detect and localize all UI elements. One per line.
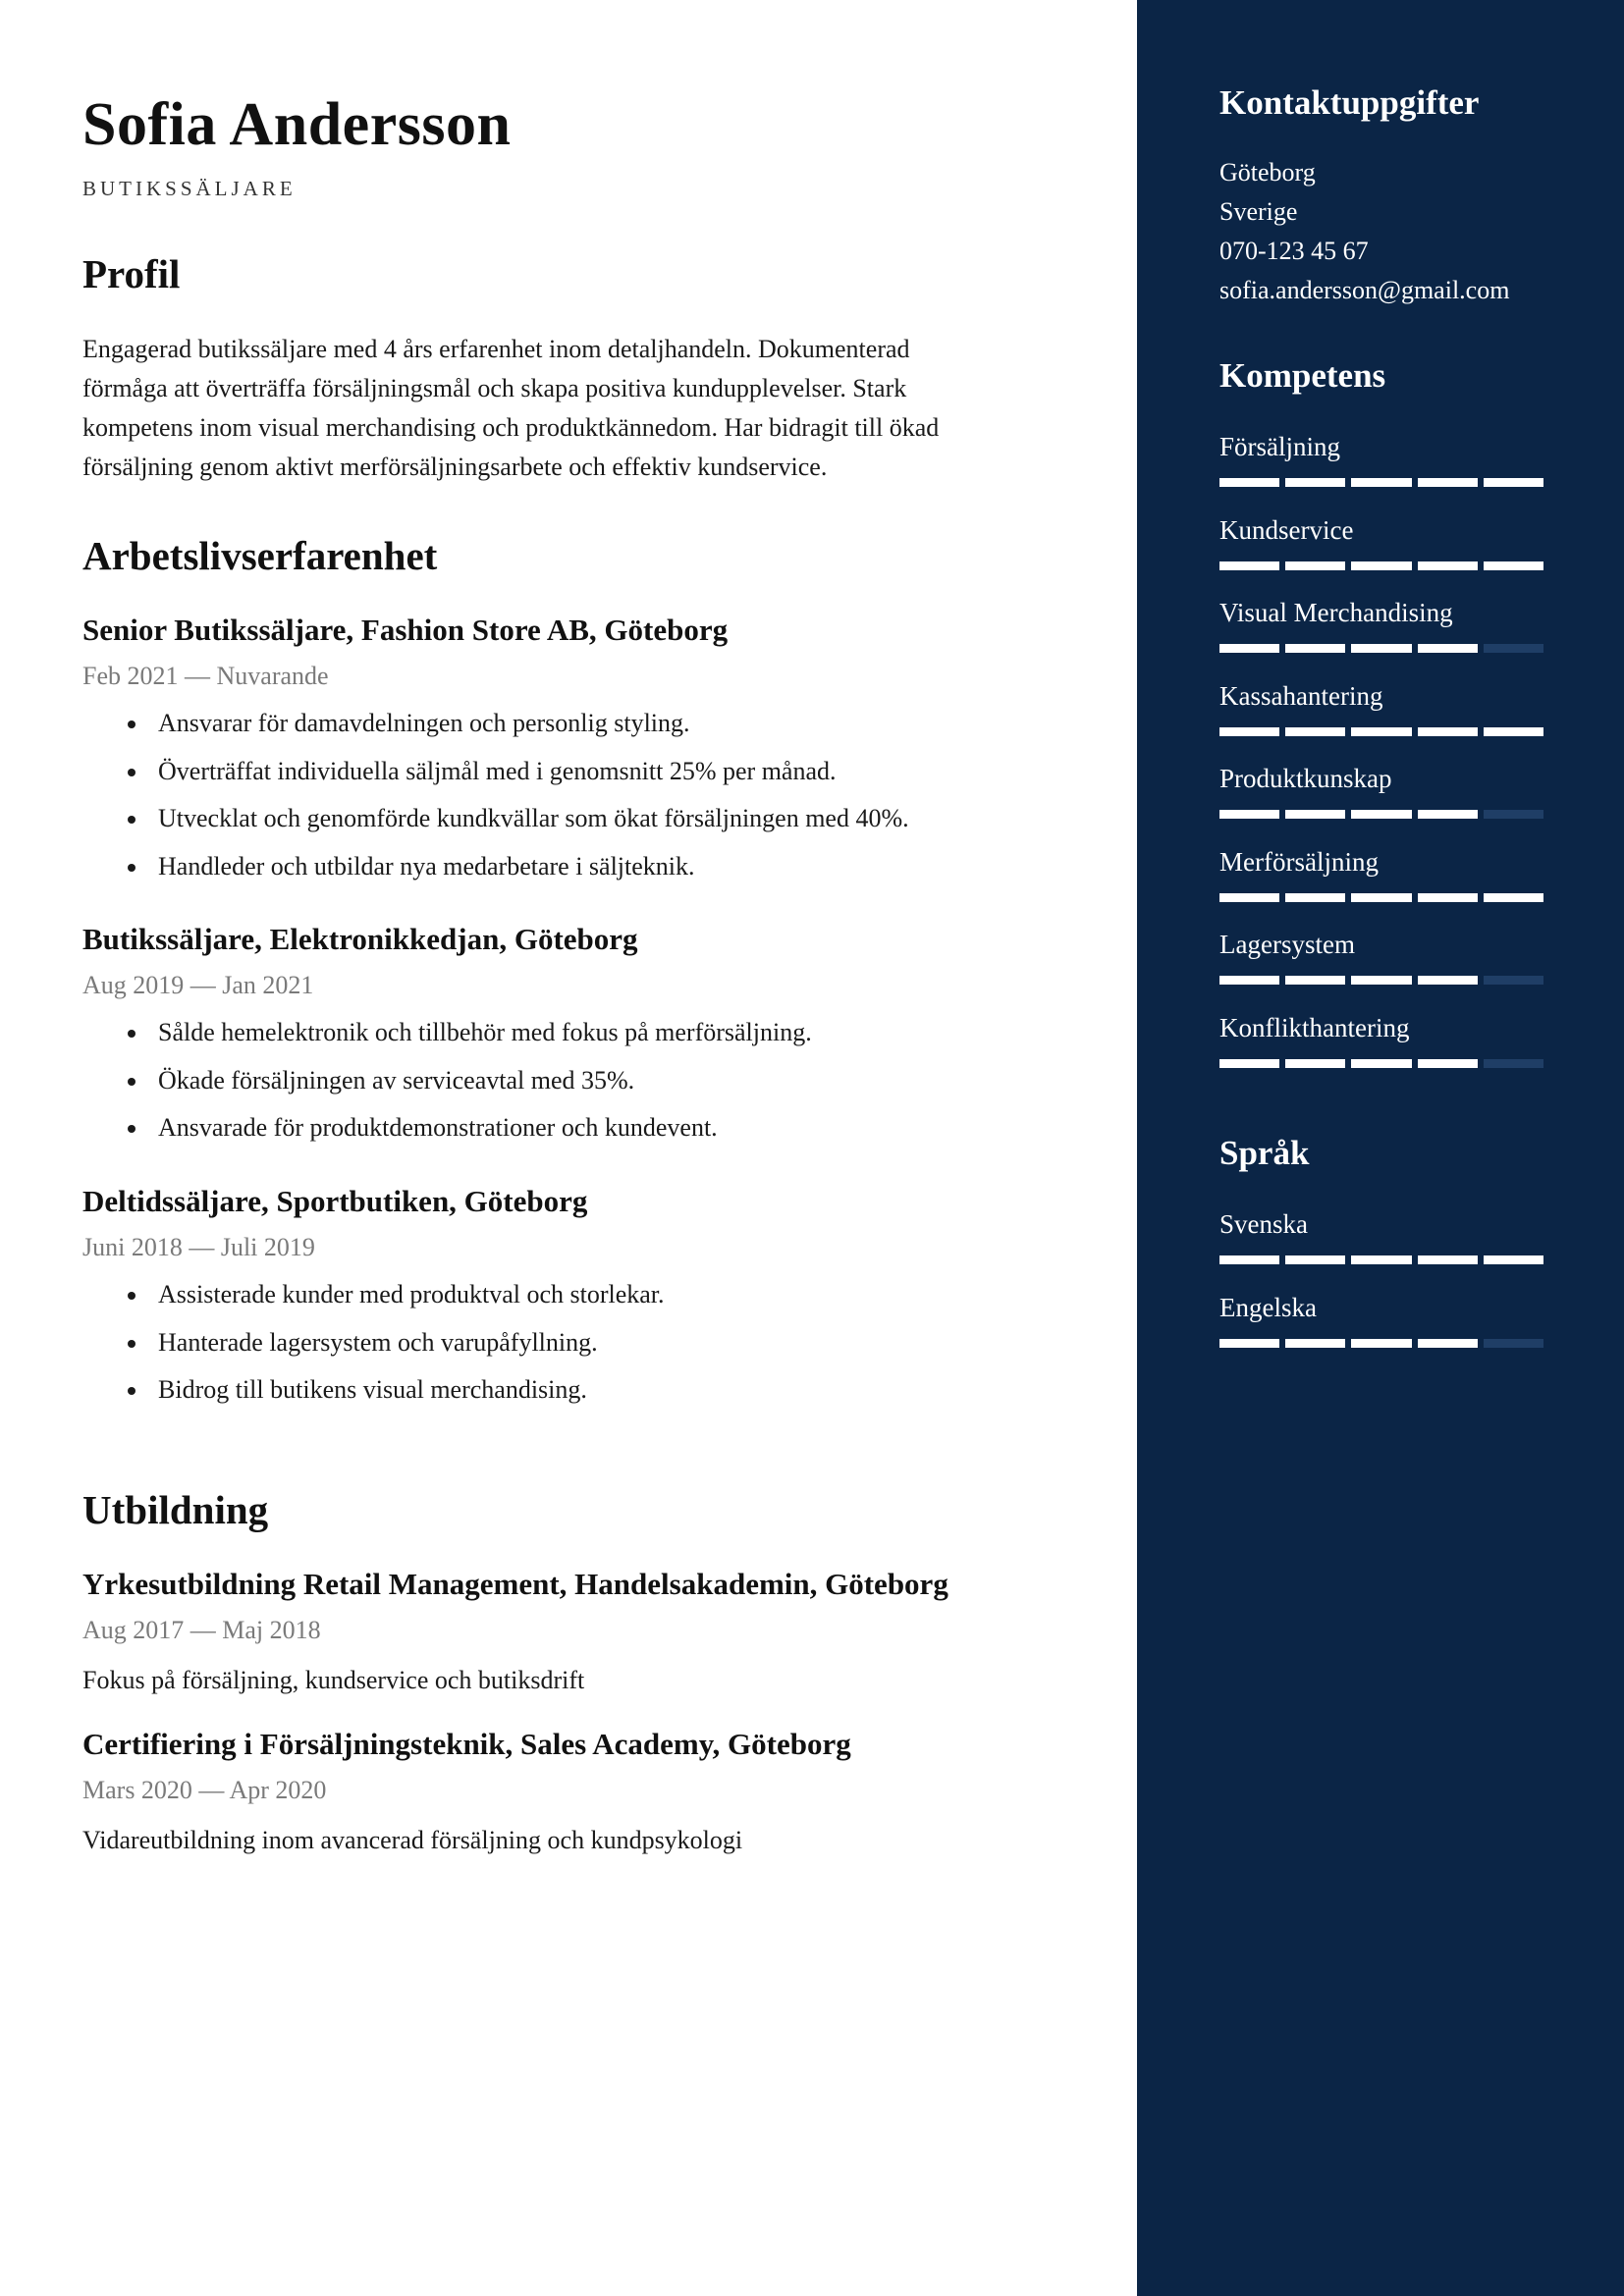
job-bullets: [82, 700, 1074, 890]
education-dates: Aug 2017 — Maj 2018: [82, 1616, 321, 1644]
job-bullet: [82, 700, 1074, 748]
level-segment-filled: [1484, 561, 1543, 570]
level-segment-filled: [1351, 893, 1411, 902]
skill-item: [1219, 761, 1543, 844]
profile-line: Engagerad butikssäljare med 4 års erfarenhet inom detaljhandeln. Dokumenterad: [82, 335, 910, 363]
languages-list: [1219, 1206, 1543, 1372]
skill-level-bar: [1219, 893, 1543, 902]
contact-email[interactable]: sofia.andersson@gmail.com: [1219, 276, 1510, 304]
level-segment-filled: [1484, 1255, 1543, 1264]
skill-item: [1219, 844, 1543, 928]
level-segment-filled: [1285, 644, 1345, 653]
job-bullet-text: Ökade försäljningen av serviceavtal med 35%.: [158, 1065, 635, 1095]
education-description: Fokus på försäljning, kundservice och butiksdrift: [82, 1666, 585, 1694]
bullet-icon: [128, 1340, 135, 1348]
job-bullet: [82, 1319, 1074, 1367]
experience-heading: Arbetslivserfarenhet: [82, 533, 438, 578]
job-bullet-text: Överträffat individuella säljmål med i genomsnitt 25% per månad.: [158, 756, 837, 785]
level-segment-empty: [1484, 1059, 1543, 1068]
contact-city: Göteborg: [1219, 158, 1316, 187]
level-segment-filled: [1351, 478, 1411, 487]
level-segment-filled: [1351, 976, 1411, 985]
bullet-icon: [128, 816, 135, 824]
skills-heading: Kompetens: [1219, 356, 1386, 395]
candidate-title: BUTIKSSÄLJARE: [82, 177, 297, 200]
level-segment-filled: [1219, 644, 1279, 653]
job-entry: [82, 1179, 1074, 1415]
language-item: [1219, 1206, 1543, 1290]
language-level-bar: [1219, 1255, 1543, 1264]
profile-line: kompetens inom visual merchandising och produktkännedom. Har bidragit till ökad: [82, 413, 940, 442]
level-segment-filled: [1285, 561, 1345, 570]
language-level-bar: [1219, 1339, 1543, 1348]
level-segment-filled: [1351, 810, 1411, 819]
job-entry: [82, 608, 1074, 890]
candidate-name: Sofia Andersson: [82, 91, 512, 158]
skill-name: Konflikthantering: [1219, 1012, 1410, 1042]
profile-line: försäljning genom aktivt merförsäljningsarbete och effektiv kundservice.: [82, 453, 828, 481]
level-segment-filled: [1351, 561, 1411, 570]
language-name: Engelska: [1219, 1292, 1317, 1322]
job-bullet-text: Ansvarade för produktdemonstrationer och kundevent.: [158, 1113, 718, 1142]
education-dates: Mars 2020 — Apr 2020: [82, 1776, 327, 1804]
level-segment-filled: [1219, 976, 1279, 985]
level-segment-filled: [1351, 727, 1411, 736]
job-entry: [82, 917, 1074, 1152]
bullet-icon: [128, 1387, 135, 1395]
job-bullet-text: Bidrog till butikens visual merchandising.: [158, 1375, 587, 1404]
job-bullet-text: Sålde hemelektronik och tillbehör med fokus på merförsäljning.: [158, 1018, 812, 1046]
job-bullet: [82, 795, 1074, 843]
level-segment-filled: [1219, 727, 1279, 736]
skill-item: [1219, 595, 1543, 678]
skill-name: Produktkunskap: [1219, 764, 1392, 793]
education-title: Yrkesutbildning Retail Management, Handelsakademin, Göteborg: [82, 1567, 948, 1601]
job-title: Deltidssäljare, Sportbutiken, Göteborg: [82, 1184, 588, 1218]
job-bullet: [82, 1104, 1074, 1152]
job-bullet: [82, 1009, 1074, 1057]
skill-level-bar: [1219, 810, 1543, 819]
profile-heading: Profil: [82, 251, 181, 296]
level-segment-filled: [1418, 1059, 1478, 1068]
level-segment-filled: [1484, 478, 1543, 487]
level-segment-filled: [1418, 727, 1478, 736]
job-title: Senior Butikssäljare, Fashion Store AB, Göteborg: [82, 613, 729, 647]
job-bullet-text: Handleder och utbildar nya medarbetare i säljteknik.: [158, 851, 695, 881]
job-bullet: [82, 748, 1074, 796]
level-segment-filled: [1484, 893, 1543, 902]
education-heading: Utbildning: [82, 1487, 269, 1532]
level-segment-filled: [1285, 893, 1345, 902]
level-segment-filled: [1418, 1255, 1478, 1264]
skill-name: Lagersystem: [1219, 930, 1355, 959]
skill-name: Försäljning: [1219, 432, 1341, 461]
skill-level-bar: [1219, 727, 1543, 736]
job-title: Butikssäljare, Elektronikkedjan, Göteborg: [82, 922, 638, 956]
profile-text: [82, 330, 1064, 487]
job-bullet: [82, 1366, 1074, 1415]
job-dates: Aug 2019 — Jan 2021: [82, 971, 314, 999]
level-segment-filled: [1219, 1255, 1279, 1264]
skill-item: [1219, 429, 1543, 512]
job-bullet-text: Assisterade kunder med produktval och storlekar.: [158, 1280, 665, 1308]
job-bullet: [82, 1057, 1074, 1105]
level-segment-filled: [1285, 1255, 1345, 1264]
skill-name: Kundservice: [1219, 514, 1354, 545]
job-dates: Feb 2021 — Nuvarande: [82, 662, 329, 690]
level-segment-empty: [1484, 644, 1543, 653]
skill-level-bar: [1219, 644, 1543, 653]
job-bullet-text: Ansvarar för damavdelningen och personlig styling.: [158, 709, 690, 737]
contact-details: [1219, 153, 1509, 310]
bullet-icon: [128, 1030, 135, 1038]
contact-country: Sverige: [1219, 197, 1298, 226]
skill-item: [1219, 1010, 1543, 1094]
level-segment-filled: [1219, 561, 1279, 570]
level-segment-filled: [1219, 893, 1279, 902]
bullet-icon: [128, 1125, 135, 1133]
level-segment-filled: [1285, 810, 1345, 819]
skill-name: Visual Merchandising: [1219, 598, 1453, 627]
skill-item: [1219, 927, 1543, 1010]
level-segment-filled: [1219, 478, 1279, 487]
skill-level-bar: [1219, 478, 1543, 487]
level-segment-filled: [1418, 644, 1478, 653]
level-segment-filled: [1351, 1059, 1411, 1068]
level-segment-filled: [1484, 727, 1543, 736]
level-segment-filled: [1219, 810, 1279, 819]
skill-level-bar: [1219, 561, 1543, 570]
level-segment-filled: [1285, 976, 1345, 985]
contact-phone[interactable]: 070-123 45 67: [1219, 237, 1369, 265]
job-bullet-text: Utvecklat och genomförde kundkvällar som ökat försäljningen med 40%.: [158, 804, 909, 832]
sidebar: [1137, 0, 1624, 2296]
level-segment-filled: [1285, 478, 1345, 487]
skills-list: [1219, 429, 1543, 1093]
skill-name: Merförsäljning: [1219, 846, 1379, 877]
level-segment-filled: [1418, 478, 1478, 487]
job-bullets: [82, 1271, 1074, 1415]
bullet-icon: [128, 769, 135, 776]
level-segment-filled: [1351, 1255, 1411, 1264]
education-title: Certifiering i Försäljningsteknik, Sales Academy, Göteborg: [82, 1727, 851, 1761]
level-segment-empty: [1484, 810, 1543, 819]
bullet-icon: [128, 864, 135, 872]
bullet-icon: [128, 721, 135, 728]
contact-heading: Kontaktuppgifter: [1219, 83, 1480, 122]
job-bullet: [82, 843, 1074, 891]
level-segment-filled: [1418, 1339, 1478, 1348]
level-segment-filled: [1285, 727, 1345, 736]
skill-name: Kassahantering: [1219, 680, 1383, 711]
bullet-icon: [128, 1292, 135, 1300]
level-segment-filled: [1418, 976, 1478, 985]
level-segment-filled: [1219, 1059, 1279, 1068]
bullet-icon: [128, 1078, 135, 1086]
level-segment-empty: [1484, 976, 1543, 985]
level-segment-filled: [1285, 1339, 1345, 1348]
level-segment-filled: [1285, 1059, 1345, 1068]
education-description: Vidareutbildning inom avancerad försäljning och kundpsykologi: [82, 1826, 743, 1854]
skill-level-bar: [1219, 1059, 1543, 1068]
job-dates: Juni 2018 — Juli 2019: [82, 1233, 315, 1261]
level-segment-filled: [1219, 1339, 1279, 1348]
education-entry: [82, 1562, 1074, 1701]
profile-line: förmåga att överträffa försäljningsmål och skapa positiva kundupplevelser. Stark: [82, 374, 907, 402]
job-bullet: [82, 1271, 1074, 1319]
level-segment-empty: [1484, 1339, 1543, 1348]
language-item: [1219, 1290, 1543, 1373]
languages-heading: Språk: [1219, 1134, 1310, 1172]
job-bullets: [82, 1009, 1074, 1152]
skill-level-bar: [1219, 976, 1543, 985]
level-segment-filled: [1351, 644, 1411, 653]
level-segment-filled: [1351, 1339, 1411, 1348]
level-segment-filled: [1418, 893, 1478, 902]
skill-item: [1219, 512, 1543, 596]
level-segment-filled: [1418, 810, 1478, 819]
education-entry: [82, 1722, 1074, 1861]
skill-item: [1219, 678, 1543, 762]
language-name: Svenska: [1219, 1209, 1308, 1239]
level-segment-filled: [1418, 561, 1478, 570]
job-bullet-text: Hanterade lagersystem och varupåfyllning.: [158, 1327, 598, 1357]
